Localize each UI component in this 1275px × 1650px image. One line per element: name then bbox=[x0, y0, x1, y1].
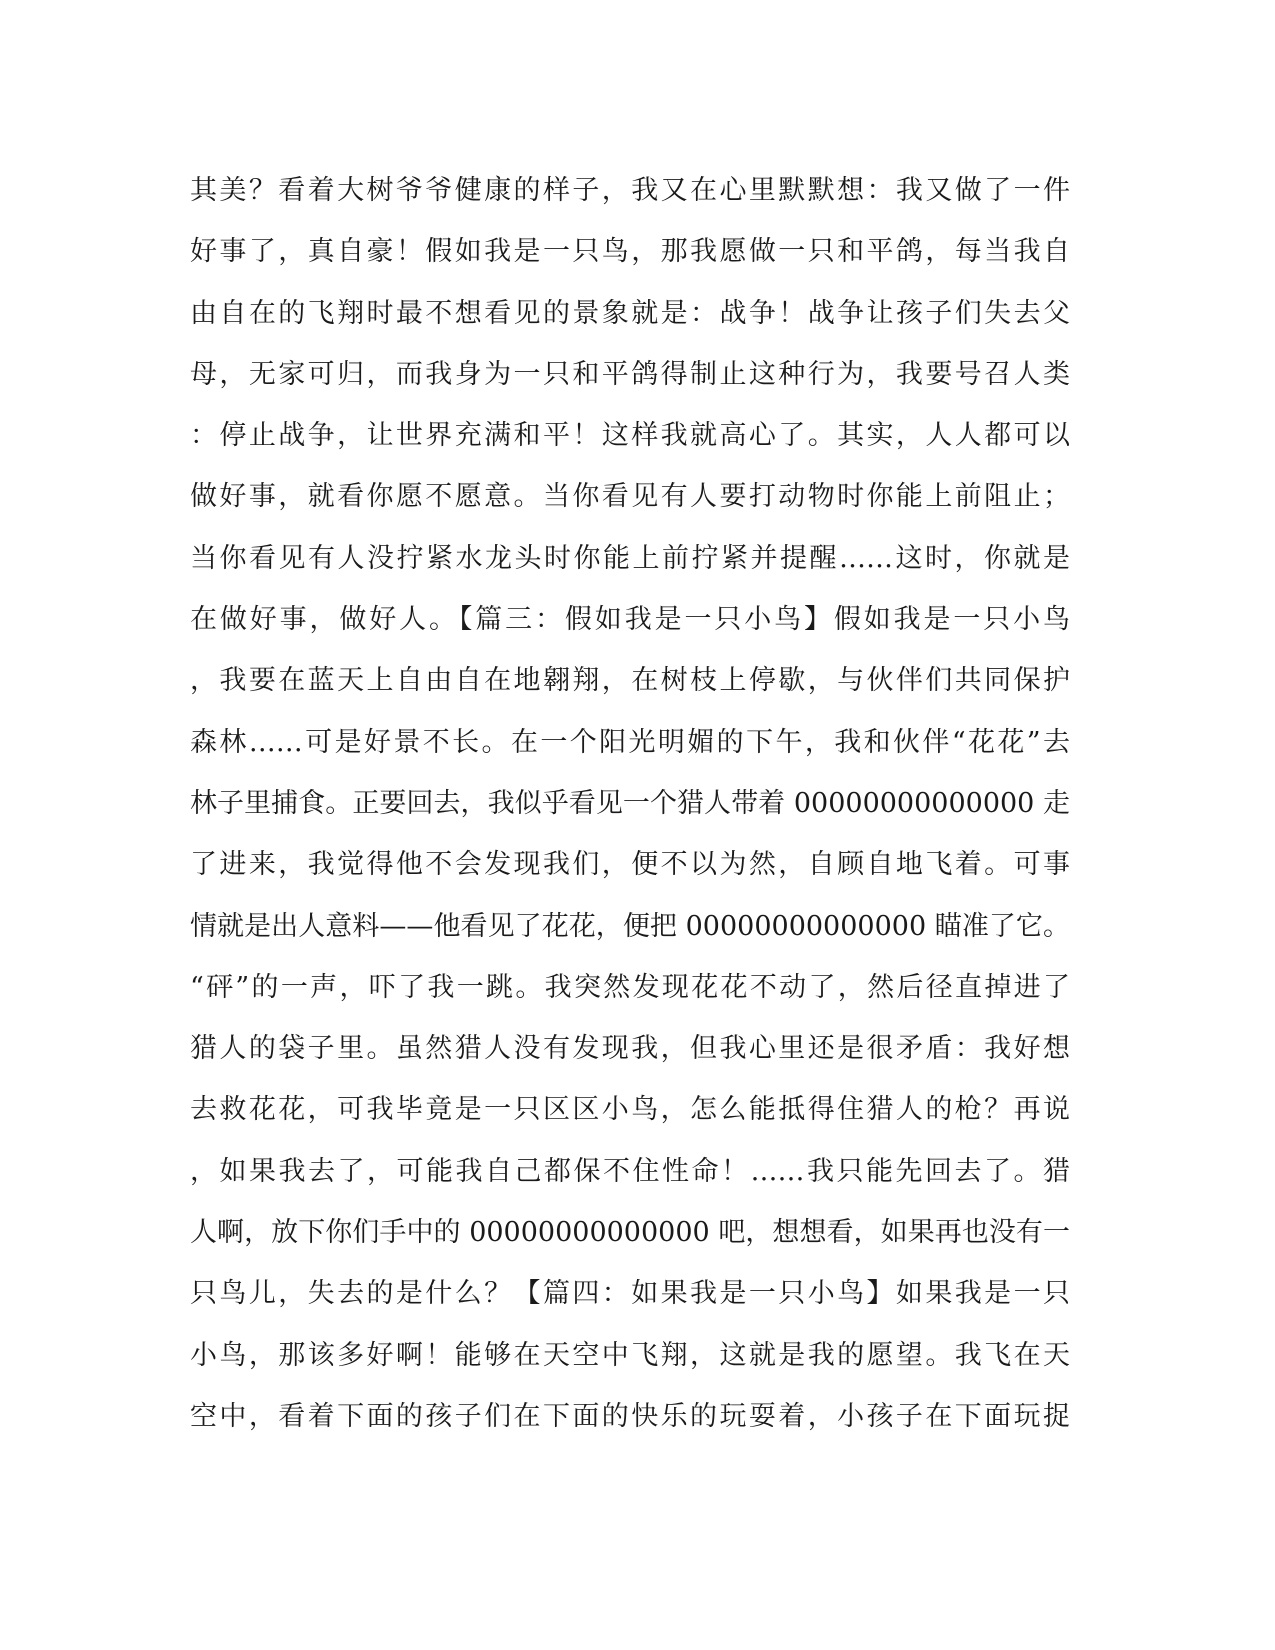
text-line: 只鸟儿，失去的是什么？【篇四：如果我是一只小鸟】如果我是一只 bbox=[190, 1278, 1070, 1310]
text-line: 森林……可是好景不长。在一个阳光明媚的下午，我和伙伴“花花”去 bbox=[190, 726, 1070, 758]
text-line: 猎人的袋子里。虽然猎人没有发现我，但我心里还是很矛盾：我好想 bbox=[190, 1033, 1070, 1065]
text-line: 在做好事，做好人。【篇三：假如我是一只小鸟】假如我是一只小鸟 bbox=[190, 604, 1070, 636]
text-line: 空中，看着下面的孩子们在下面的快乐的玩耍着，小孩子在下面玩捉 bbox=[190, 1400, 1070, 1432]
text-line: 其美？看着大树爷爷健康的样子，我又在心里默默想：我又做了一件 bbox=[190, 175, 1070, 206]
text-line: 当你看见有人没拧紧水龙头时你能上前拧紧并提醒……这时，你就是 bbox=[190, 542, 1070, 574]
text-line: 林子里捕食。正要回去，我似乎看见一个猎人带着 00000000000000 走 bbox=[190, 787, 1070, 819]
text-line: 好事了，真自豪！假如我是一只鸟，那我愿做一只和平鸽，每当我自 bbox=[190, 236, 1070, 268]
text-line: 人啊，放下你们手中的 00000000000000 吧，想想看，如果再也没有一 bbox=[190, 1217, 1070, 1249]
body-text bbox=[190, 160, 1070, 1447]
text-line: 做好事，就看你愿不愿意。当你看见有人要打动物时你能上前阻止； bbox=[190, 481, 1070, 513]
text-line: 去救花花，可我毕竟是一只区区小鸟，怎么能抵得住猎人的枪？再说 bbox=[190, 1094, 1070, 1126]
text-line: 情就是出人意料——他看见了花花，便把 00000000000000 瞄准了它。 bbox=[190, 910, 1070, 942]
text-line: ，如果我去了，可能我自己都保不住性命！……我只能先回去了。猎 bbox=[190, 1155, 1070, 1187]
text-line: 了进来，我觉得他不会发现我们，便不以为然，自顾自地飞着。可事 bbox=[190, 849, 1070, 881]
text-line: 由自在的飞翔时最不想看见的景象就是：战争！战争让孩子们失去父 bbox=[190, 297, 1070, 329]
text-line: “砰”的一声，吓了我一跳。我突然发现花花不动了，然后径直掉进了 bbox=[190, 971, 1070, 1003]
text-line: 母，无家可归，而我身为一只和平鸽得制止这种行为，我要号召人类 bbox=[190, 358, 1070, 390]
text-line: ，我要在蓝天上自由自在地翱翔，在树枝上停歇，与伙伴们共同保护 bbox=[190, 665, 1070, 697]
text-line: ：停止战争，让世界充满和平！这样我就高心了。其实，人人都可以 bbox=[190, 420, 1070, 452]
text-line: 小鸟，那该多好啊！能够在天空中飞翔，这就是我的愿望。我飞在天 bbox=[190, 1339, 1070, 1371]
